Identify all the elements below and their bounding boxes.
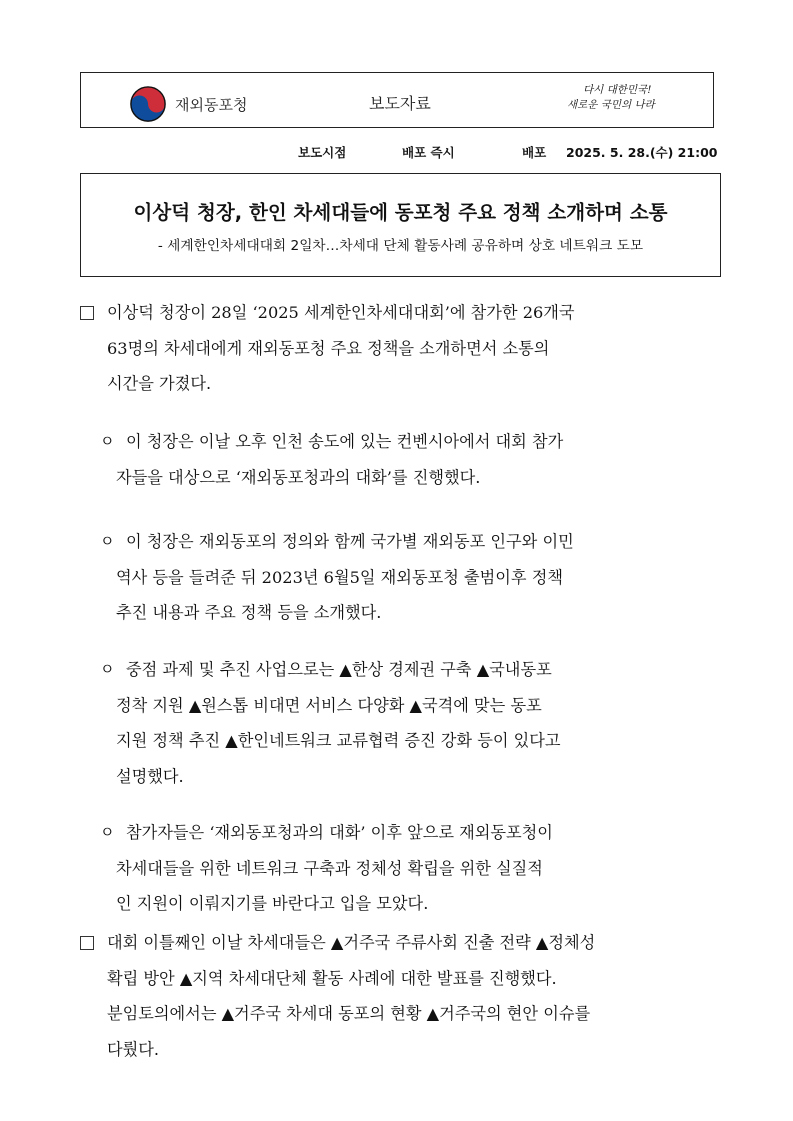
bullet-line: 중점 과제 및 추진 사업으로는 ▲한상 경제권 구축 ▲국내동포 (126, 660, 552, 679)
circle-marker: ㅇ (100, 432, 115, 450)
release-time-label: 보도시점 (298, 145, 347, 160)
bullet-3 (100, 652, 561, 794)
bullet-line: 차세대들을 위한 네트워크 구축과 정체성 확립을 위한 실질적 (116, 858, 543, 878)
release-time-value: 배포 즉시 (402, 145, 455, 160)
release-date-value: 2025. 5. 28.(수) 21:00 (566, 145, 718, 160)
checkbox-marker-icon (80, 936, 94, 950)
bullet-2 (100, 524, 574, 631)
headline-title: 이상덕 청장, 한인 차세대들에 동포청 주요 정책 소개하며 소통 (133, 201, 668, 224)
bullet-line: 자들을 대상으로 ‘재외동포청과의 대화’를 진행했다. (116, 467, 481, 487)
paragraph-line: 이상덕 청장이 28일 ‘2025 세계한인차세대대회’에 참가한 26개국 (107, 303, 575, 322)
circle-marker: ㅇ (100, 532, 115, 550)
paragraph-line: 분임토의에서는 ▲거주국 차세대 동포의 현황 ▲거주국의 현안 이슈를 (107, 1004, 591, 1023)
paragraph-line: 다뤘다. (107, 1039, 160, 1059)
paragraph-line: 확립 방안 ▲지역 차세대단체 활동 사례에 대한 발표를 진행했다. (107, 968, 557, 988)
doc-type: 보도자료 (369, 94, 431, 113)
paragraph-line: 대회 이틀째인 이날 차세대들은 ▲거주국 주류사회 진출 전략 ▲정체성 (107, 933, 596, 952)
paragraph-line: 시간을 가졌다. (107, 374, 212, 393)
bullet-1 (100, 424, 563, 495)
taegeuk-logo-icon (129, 85, 167, 123)
paragraph-2 (80, 925, 595, 1067)
bullet-line: 이 청장은 재외동포의 정의와 함께 국가별 재외동포 인구와 이민 (126, 532, 574, 551)
slogan (567, 83, 687, 113)
header-box (80, 72, 714, 128)
bullet-line: 정착 지원 ▲원스톱 비대면 서비스 다양화 ▲국격에 맞는 동포 (116, 695, 542, 715)
release-date-label: 배포 (522, 145, 547, 160)
paragraph-1 (80, 295, 575, 402)
headline-subtitle: - 세계한인차세대대회 2일차…차세대 단체 활동사례 공유하며 상호 네트워크 도모 (157, 238, 644, 254)
slogan-line-2: 새로운 국민의 나라 (567, 99, 655, 111)
agency-name: 재외동포청 (175, 95, 248, 114)
paragraph-line: 63명의 차세대에게 재외동포청 주요 정책을 소개하면서 소통의 (107, 338, 550, 358)
bullet-line: 참가자들은 ‘재외동포청과의 대화’ 이후 앞으로 재외동포청이 (126, 823, 553, 842)
bullet-line: 인 지원이 이뤄지기를 바란다고 입을 모았다. (116, 894, 429, 913)
headline-box (80, 173, 721, 277)
bullet-line: 설명했다. (116, 766, 184, 786)
bullet-line: 추진 내용과 주요 정책 등을 소개했다. (116, 603, 382, 622)
checkbox-marker-icon (80, 306, 94, 320)
bullet-line: 역사 등을 들려준 뒤 2023년 6월5일 재외동포청 출범이후 정책 (116, 567, 563, 587)
slogan-line-1: 다시 대한민국! (583, 84, 652, 96)
circle-marker: ㅇ (100, 823, 115, 841)
agency-logo (129, 85, 247, 123)
bullet-line: 이 청장은 이날 오후 인천 송도에 있는 컨벤시아에서 대회 참가 (126, 432, 564, 451)
bullet-line: 지원 정책 추진 ▲한인네트워크 교류협력 증진 강화 등이 있다고 (116, 731, 561, 750)
bullet-4 (100, 815, 553, 922)
circle-marker: ㅇ (100, 660, 115, 678)
